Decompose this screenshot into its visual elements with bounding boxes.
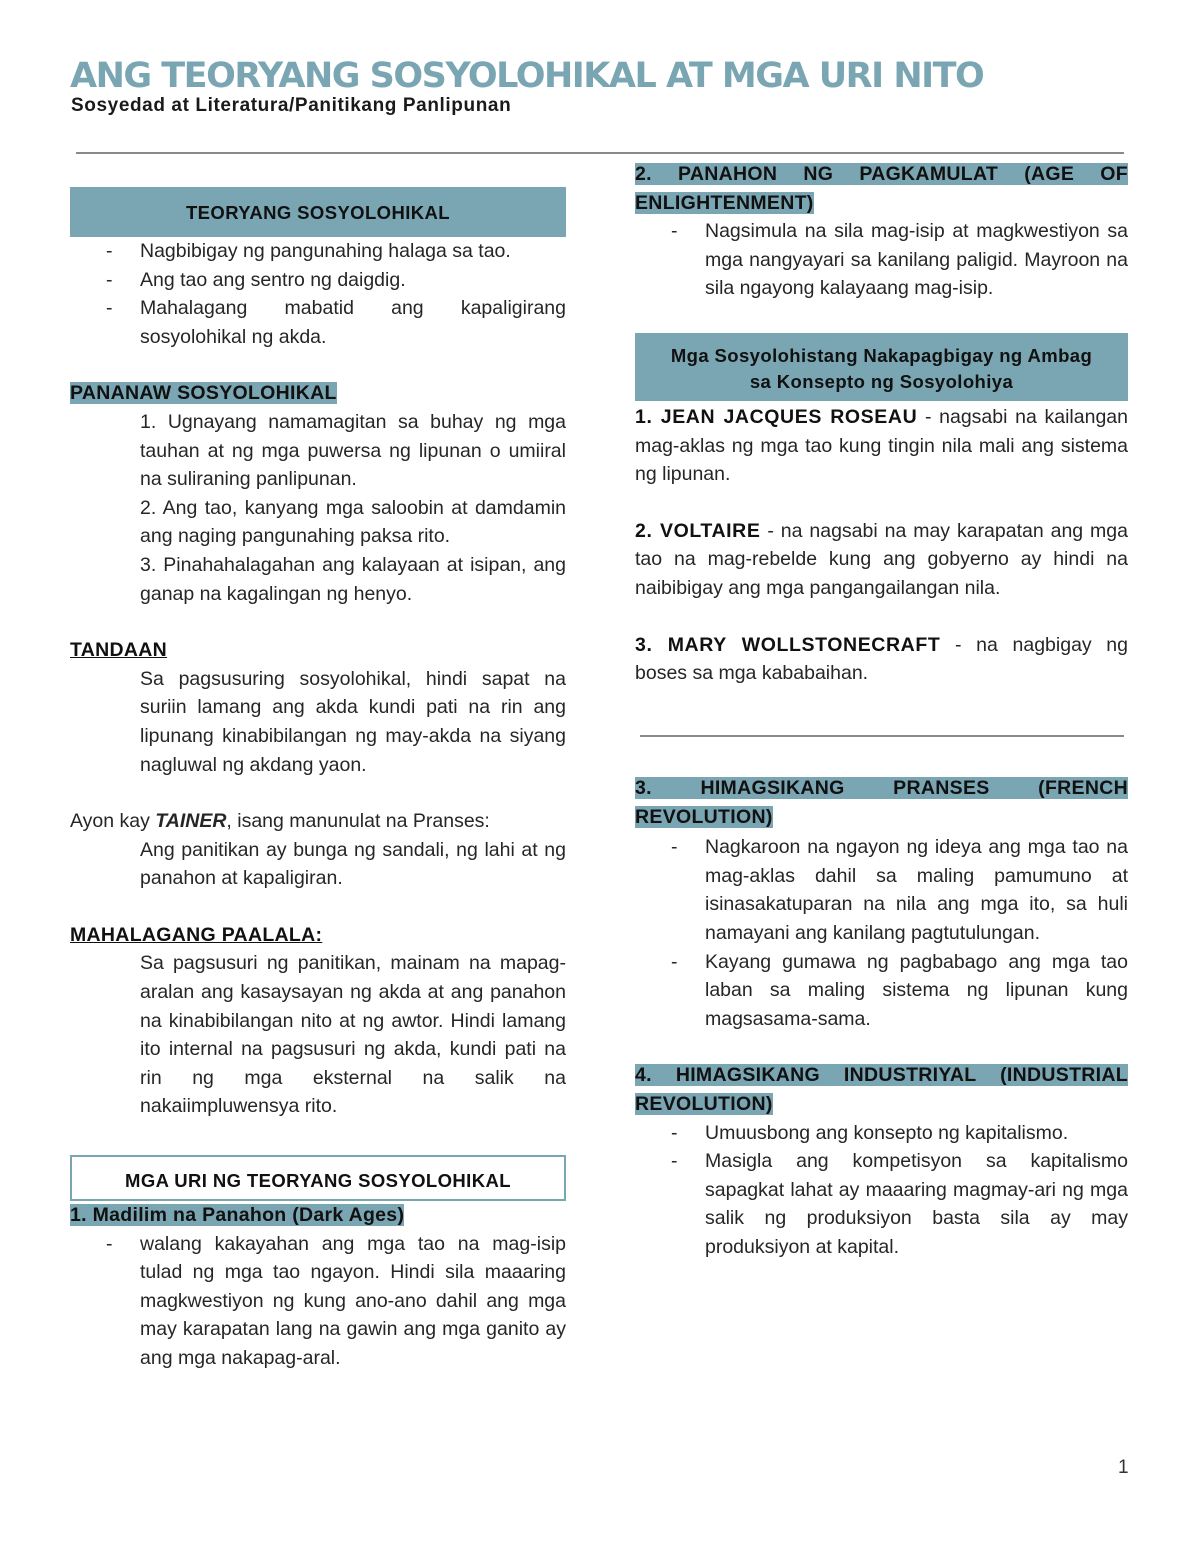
french-heading: 3. HIMAGSIKANG PRANSES (FRENCH	[635, 777, 1128, 799]
sociologist-item: 2. VOLTAIRE - na nagsabi na may karapatan ang mga tao na mag-rebelde kung ang gobyerno ay hindi na naibibigay ang mga pangangailangan nila.	[635, 519, 1128, 599]
right-divider	[640, 735, 1124, 737]
list-item: - Nagbibigay ng pangunahing halaga sa tao.	[106, 240, 511, 262]
tainer-intro: Ayon kay TAINER, isang manunulat na Pranses:	[70, 810, 490, 833]
mga-uri-box	[70, 1155, 566, 1201]
box-title: Mga Sosyolohistang Nakapagbigay ng Ambag	[670, 344, 1093, 366]
industrial-heading: 4. HIMAGSIKANG INDUSTRIYAL (INDUSTRIAL	[635, 1064, 1128, 1087]
list-item: - Umuusbong ang konsepto ng kapitalismo.	[671, 1121, 1069, 1144]
header-divider	[76, 152, 1124, 154]
tainer-name: TAINER	[155, 810, 227, 833]
sociologist-item: 1. JEAN JACQUES ROSEAU - nagsabi na kailangan mag-aklas ng mga tao kung tingin nila mali ang sistema ng lipunan.	[635, 405, 1128, 486]
dark-ages-heading: 1. Madilim na Panahon (Dark Ages)	[70, 1204, 405, 1227]
paalala-heading: MAHALAGANG PAALALA:	[70, 923, 323, 946]
enlightenment-heading: 2. PANAHON NG PAGKAMULAT (AGE OF	[635, 163, 1128, 185]
box-title-cont: sa Konsepto ng Sosyolohiya	[749, 370, 1014, 392]
list-item: - Masigla ang kompetisyon sa kapitalismo sapagkat lahat ay maaaring magmay-ari ng mga salik ng produksiyon basta sila ay may produksiyon at kapital.	[671, 1150, 1128, 1258]
list-item: - walang kakayahan ang mga tao na mag-isip tulad ng mga tao ngayon. Hindi sila maaaring magkwestiyon ng kung ano-ano dahil ang mga may karapatan lang na gawin ang mga ganito ay ang mga nakapag-aral.	[106, 1232, 566, 1369]
enlightenment-heading-cont: ENLIGHTENMENT)	[635, 191, 814, 214]
right-column	[635, 160, 1128, 688]
page-subtitle: Sosyedad at Literatura/Panitikang Panlipunan	[71, 95, 512, 116]
paalala-text: Sa pagsusuri ng panitikan, mainam na mapag-aralan ang kasaysayan ng akda at ang panahon na kinabibilangan nito at ng awtor. Hindi lamang ito internal na pagsusuri ng akda, kundi pati na rin ng mga eksternal na salik na nakaiimpluwensya rito.	[140, 952, 566, 1118]
list-item: - Nagsimula na sila mag-isip at magkwestiyon sa mga nangyayari sa kanilang paligid. Mayroon na sila ngayong kalayaang mag-isip.	[671, 220, 1128, 300]
industrial-heading-cont: REVOLUTION)	[635, 1092, 773, 1115]
sosyolohista-box	[635, 333, 1128, 401]
box-title: MGA URI NG TEORYANG SOSYOLOHIKAL	[125, 1170, 511, 1192]
sociologist-item: 3. MARY WOLLSTONECRAFT - na nagbigay ng boses sa mga kababaihan.	[635, 633, 1128, 685]
french-heading-cont: REVOLUTION)	[635, 805, 773, 828]
list-item: - Kayang gumawa ng pagbabago ang mga tao laban sa maling sistema ng lipunan kung magsasama-sama.	[671, 950, 1128, 1030]
list-item: 1. Ugnayang namamagitan sa buhay ng mga tauhan at ng mga puwersa ng lipunan o umiiral na suliraning panlipunan.	[140, 410, 566, 491]
list-item: 2. Ang tao, kanyang mga saloobin at damdamin ang naging pangunahing paksa rito.	[140, 496, 566, 548]
pananaw-heading: PANANAW SOSYOLOHIKAL	[70, 382, 337, 405]
list-item: - Nagkaroon na ngayon ng ideya ang mga tao na mag-aklas dahil sa maling pamumuno at isinasakatuparan na nila ang mga ito, sa huli namayani ang kanilang pagtutulungan.	[671, 836, 1128, 944]
list-item: - Ang tao ang sentro ng daigdig.	[106, 268, 406, 291]
left-column	[70, 187, 566, 1373]
list-item: - Mahalagang mabatid ang kapaligirang sosyolohikal ng akda.	[106, 297, 566, 348]
right-column-lower	[635, 774, 1128, 1262]
page-title: ANG TEORYANG SOSYOLOHIKAL AT MGA URI NITO	[70, 56, 984, 96]
page-number: 1	[1118, 1457, 1129, 1478]
tandaan-text: Sa pagsusuring sosyolohikal, hindi sapat na suriin lamang ang akda kundi pati na rin ang lipunang kinabibilangan ng may-akda na siyang nagluwal ng akdang yaon.	[140, 667, 566, 776]
teoryang-sosyolohikal-box	[70, 187, 566, 237]
list-item: 3. Pinahahalagahan ang kalayaan at isipan, ang ganap na kagalingan ng henyo.	[140, 553, 566, 605]
tandaan-heading: TANDAAN	[70, 639, 168, 662]
tainer-quote: Ang panitikan ay bunga ng sandali, ng lahi at ng panahon at kapaligiran.	[140, 838, 566, 890]
box-title: TEORYANG SOSYOLOHIKAL	[185, 202, 450, 223]
